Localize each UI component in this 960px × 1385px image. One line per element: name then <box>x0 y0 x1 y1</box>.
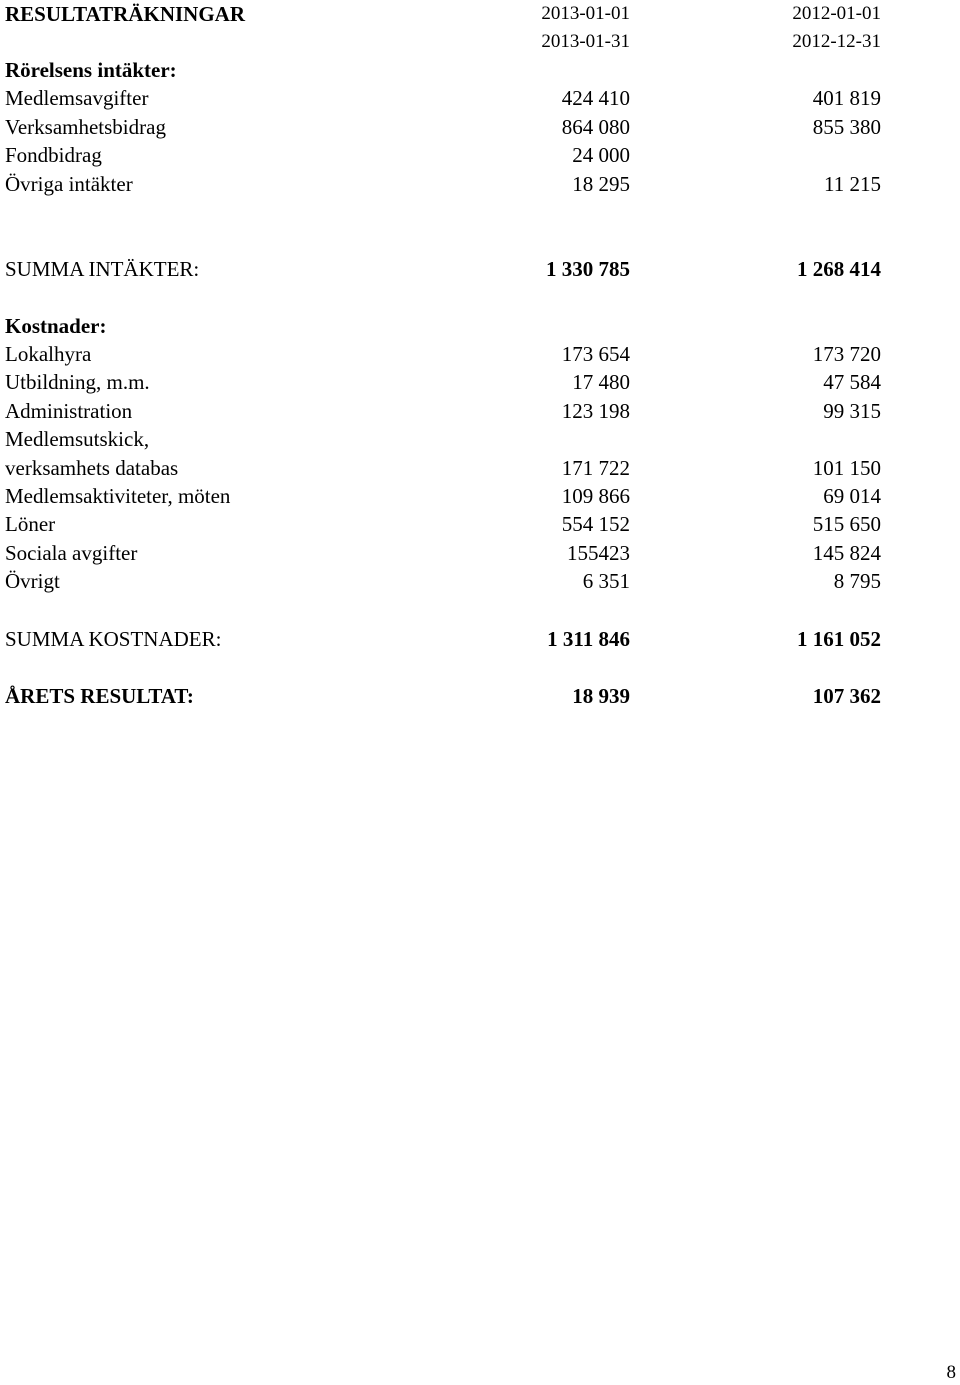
row-label: Medlemsavgifter <box>5 86 149 110</box>
costs-total-previous: 1 161 052 <box>797 627 881 651</box>
costs-heading-row <box>0 312 960 340</box>
result-current: 18 939 <box>572 684 630 708</box>
current-value: 24 000 <box>572 143 630 167</box>
current-value: 173 654 <box>561 342 630 366</box>
table-row <box>0 482 960 510</box>
income-total-previous: 1 268 414 <box>797 257 881 281</box>
result-label: ÅRETS RESULTAT: <box>5 684 194 708</box>
previous-value: 101 150 <box>812 456 881 480</box>
previous-value: 145 824 <box>812 541 881 565</box>
previous-value: 47 584 <box>823 370 881 394</box>
table-row <box>0 170 960 198</box>
row-label: Fondbidrag <box>5 143 102 167</box>
current-value: 155423 <box>567 541 630 565</box>
current-value: 123 198 <box>561 399 630 423</box>
table-row <box>0 539 960 567</box>
previous-value: 99 315 <box>823 399 881 423</box>
table-row <box>0 454 960 482</box>
period-end-row <box>0 28 960 56</box>
previous-value: 401 819 <box>812 86 881 110</box>
current-value: 6 351 <box>582 569 630 593</box>
row-label: Administration <box>5 399 133 423</box>
costs-total-label: SUMMA KOSTNADER: <box>5 627 222 651</box>
table-row <box>0 84 960 112</box>
report-header <box>0 0 960 28</box>
income-total-label: SUMMA INTÄKTER: <box>5 257 200 281</box>
income-total-row <box>0 255 960 283</box>
row-label: Sociala avgifter <box>5 541 138 565</box>
previous-value: 173 720 <box>812 342 881 366</box>
costs-heading: Kostnader: <box>5 314 107 338</box>
row-label: Övriga intäkter <box>5 172 133 196</box>
table-row <box>0 397 960 425</box>
table-row <box>0 425 960 453</box>
current-period-start: 2013-01-01 <box>541 3 630 24</box>
row-label: verksamhets databas <box>5 456 179 480</box>
costs-total-row <box>0 625 960 653</box>
income-heading: Rörelsens intäkter: <box>5 58 177 82</box>
previous-value: 855 380 <box>812 115 881 139</box>
row-label: Utbildning, m.m. <box>5 370 150 394</box>
table-row <box>0 113 960 141</box>
row-label: Medlemsaktiviteter, möten <box>5 484 231 508</box>
row-label: Verksamhetsbidrag <box>5 115 166 139</box>
previous-value: 11 215 <box>824 172 881 196</box>
table-row <box>0 510 960 538</box>
income-total-current: 1 330 785 <box>546 257 630 281</box>
income-heading-row <box>0 56 960 84</box>
row-label: Medlemsutskick, <box>5 427 150 451</box>
current-period-end: 2013-01-31 <box>541 31 630 52</box>
current-value: 17 480 <box>572 370 630 394</box>
previous-value: 8 795 <box>833 569 881 593</box>
row-label: Övrigt <box>5 569 60 593</box>
costs-total-current: 1 311 846 <box>547 627 630 651</box>
page-number: 8 <box>946 1362 956 1383</box>
current-value: 424 410 <box>561 86 630 110</box>
previous-period-start: 2012-01-01 <box>792 3 881 24</box>
previous-value: 69 014 <box>823 484 881 508</box>
table-row <box>0 141 960 169</box>
table-row <box>0 340 960 368</box>
current-value: 554 152 <box>561 512 630 536</box>
current-value: 171 722 <box>561 456 630 480</box>
table-row <box>0 368 960 396</box>
current-value: 864 080 <box>561 115 630 139</box>
previous-value: 515 650 <box>812 512 881 536</box>
previous-period-end: 2012-12-31 <box>792 31 881 52</box>
result-previous: 107 362 <box>812 684 881 708</box>
report-title: RESULTATRÄKNINGAR <box>5 2 245 26</box>
table-row <box>0 567 960 595</box>
current-value: 18 295 <box>572 172 630 196</box>
result-row <box>0 682 960 710</box>
row-label: Lokalhyra <box>5 342 92 366</box>
current-value: 109 866 <box>561 484 630 508</box>
row-label: Löner <box>5 512 56 536</box>
